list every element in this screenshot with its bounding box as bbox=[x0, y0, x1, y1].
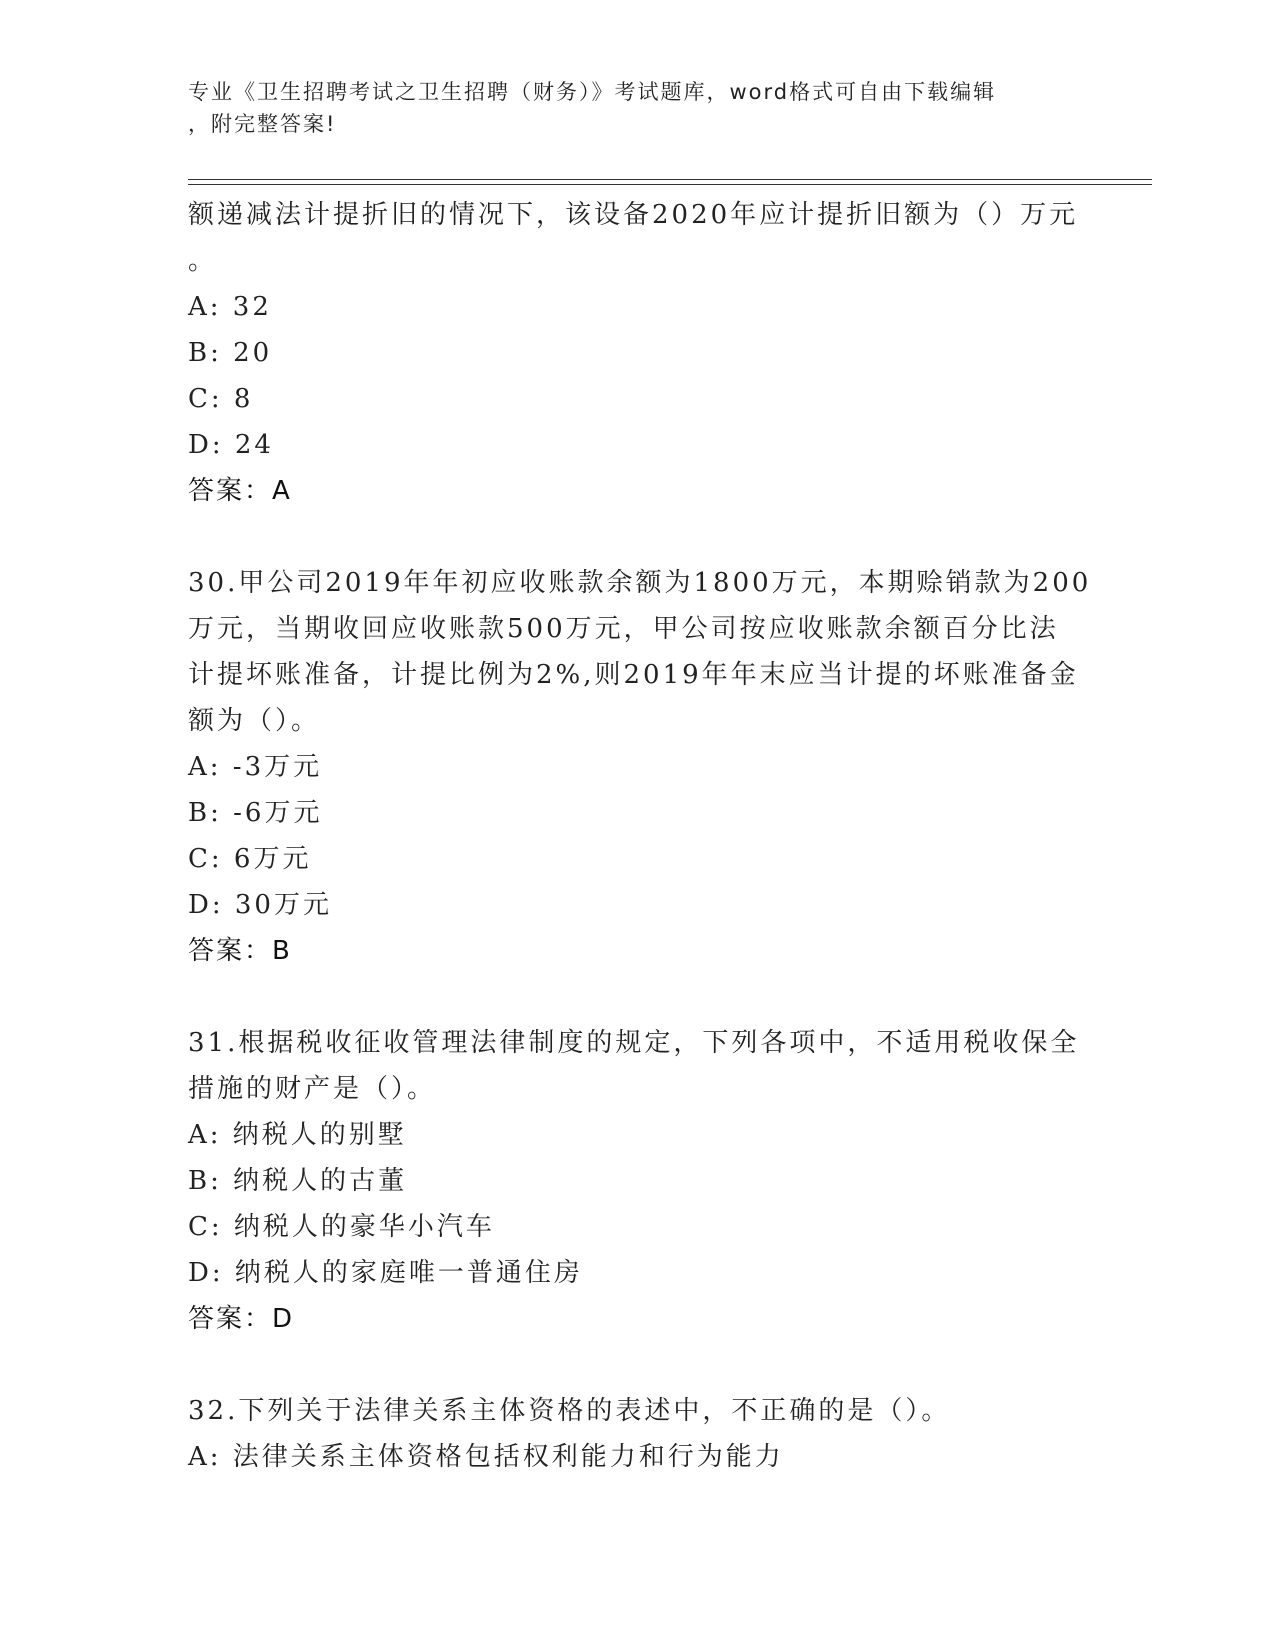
header-divider-bottom bbox=[188, 184, 1152, 185]
spacer bbox=[188, 514, 1088, 560]
answer-line: 答案：D bbox=[188, 1304, 295, 1334]
header-divider-top bbox=[188, 179, 1152, 180]
option-a: A: 法律关系主体资格包括权利能力和行为能力 bbox=[188, 1442, 784, 1472]
answer-line: 答案：A bbox=[188, 476, 292, 506]
option-a: A: 纳税人的别墅 bbox=[188, 1120, 407, 1150]
question-list bbox=[188, 192, 1092, 1480]
header-line-2: ，附完整答案! bbox=[188, 112, 337, 136]
header-line-1: 专业《卫生招聘考试之卫生招聘（财务）》考试题库，word格式可自由下载编辑 bbox=[188, 80, 997, 104]
question-stem-line: 措施的财产是（）。 bbox=[188, 1074, 437, 1104]
question-stem-line: 额为（）。 bbox=[188, 706, 321, 736]
document-header bbox=[188, 76, 1068, 140]
question-stem-line: 计提坏账准备，计提比例为2%,则2019年年末应当计提的坏账准备金 bbox=[188, 660, 1079, 690]
question-stem-line: 32.下列关于法律关系主体资格的表述中，不正确的是（）。 bbox=[188, 1396, 951, 1426]
question-previous bbox=[188, 192, 1088, 514]
question-30 bbox=[188, 560, 1092, 974]
spacer bbox=[188, 974, 1088, 1020]
question-stem-line: 31.根据税收征收管理法律制度的规定，下列各项中，不适用税收保全 bbox=[188, 1028, 1080, 1058]
option-c: C: 纳税人的豪华小汽车 bbox=[188, 1212, 495, 1242]
option-b: B: -6万元 bbox=[188, 798, 323, 828]
option-a: A: -3万元 bbox=[188, 752, 323, 782]
question-32 bbox=[188, 1388, 1088, 1480]
option-c: C: 6万元 bbox=[188, 844, 312, 874]
option-c: C: 8 bbox=[188, 384, 254, 414]
question-stem-line: 万元，当期收回应收账款500万元，甲公司按应收账款余额百分比法 bbox=[188, 614, 1059, 644]
spacer bbox=[188, 1342, 1088, 1388]
option-d: D: 30万元 bbox=[188, 890, 332, 920]
question-stem-line: 。 bbox=[188, 246, 218, 276]
answer-line: 答案：B bbox=[188, 936, 292, 966]
question-stem-line: 额递减法计提折旧的情况下，该设备2020年应计提折旧额为（）万元 bbox=[188, 200, 1079, 230]
option-b: B: 纳税人的古董 bbox=[188, 1166, 408, 1196]
option-a: A: 32 bbox=[188, 292, 272, 322]
option-d: D: 纳税人的家庭唯一普通住房 bbox=[188, 1258, 583, 1288]
option-d: D: 24 bbox=[188, 430, 274, 460]
question-stem-line: 30.甲公司2019年年初应收账款余额为1800万元，本期赊销款为200 bbox=[188, 568, 1092, 598]
option-b: B: 20 bbox=[188, 338, 273, 368]
question-31 bbox=[188, 1020, 1088, 1342]
